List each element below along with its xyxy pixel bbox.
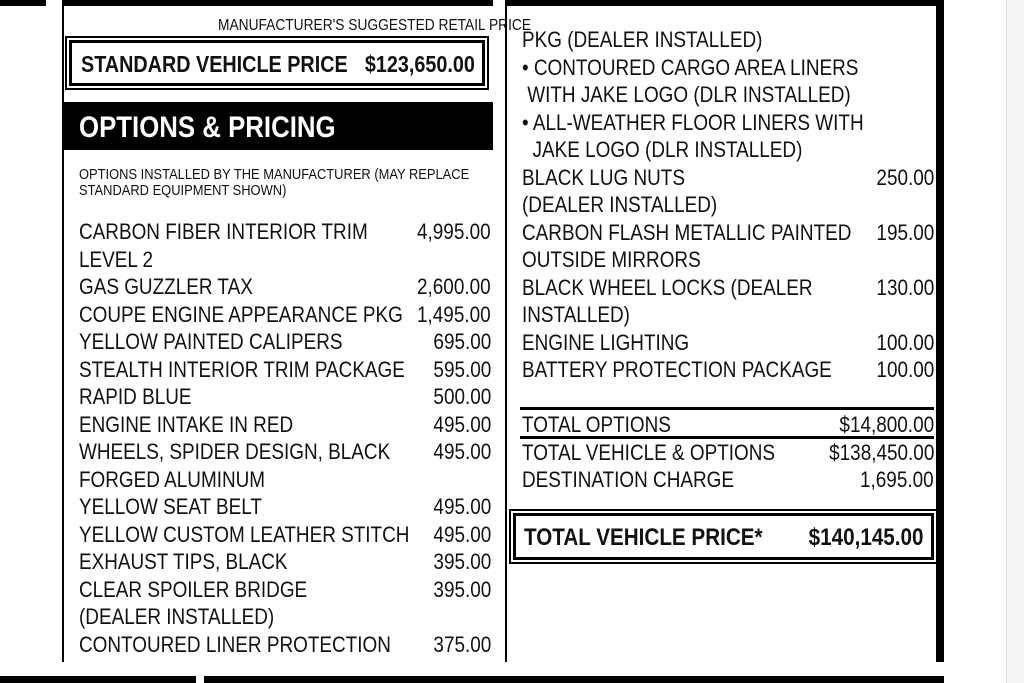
option-price: 4,995.00 <box>417 219 491 244</box>
option-price: 100.00 <box>876 357 934 382</box>
option-label: JAKE LOGO (DLR INSTALLED) <box>522 137 803 162</box>
destination-charge-label: DESTINATION CHARGE <box>522 467 735 492</box>
option-price: 195.00 <box>876 219 934 245</box>
option-label: • ALL-WEATHER FLOOR LINERS WITH <box>522 109 864 135</box>
frame-left-border <box>62 0 64 662</box>
option-label: BATTERY PROTECTION PACKAGE <box>522 357 832 382</box>
total-options-value: $14,800.00 <box>839 412 934 437</box>
option-label: WHEELS, SPIDER DESIGN, BLACK <box>79 439 391 464</box>
option-price: 695.00 <box>433 329 491 354</box>
option-label: (DEALER INSTALLED) <box>79 604 275 629</box>
column-divider <box>505 0 507 662</box>
option-price: 250.00 <box>876 164 934 190</box>
option-label: (DEALER INSTALLED) <box>522 192 718 217</box>
destination-charge-value: 1,695.00 <box>860 467 934 492</box>
option-label: CARBON FLASH METALLIC PAINTED <box>522 219 852 245</box>
option-price: 500.00 <box>433 384 491 409</box>
total-vehicle-price-label <box>524 524 801 552</box>
option-label: • CONTOURED CARGO AREA LINERS <box>522 54 859 80</box>
standard-vehicle-price-label-text: STANDARD VEHICLE PRICE <box>81 51 348 77</box>
options-note-line-1: OPTIONS INSTALLED BY THE MANUFACTURER (MAY REPLACE <box>79 166 470 183</box>
option-label: YELLOW CUSTOM LEATHER STITCH <box>79 521 410 547</box>
option-label: LEVEL 2 <box>79 246 153 272</box>
total-options-label: TOTAL OPTIONS <box>522 412 671 437</box>
frame-top-right <box>506 0 938 6</box>
option-price: 2,600.00 <box>417 274 491 299</box>
option-price: 495.00 <box>433 439 491 464</box>
option-label: FORGED ALUMINUM <box>79 466 266 492</box>
total-vehicle-price-value-text: $140,145.00 <box>808 524 923 551</box>
frame-right-border <box>936 0 944 662</box>
total-vehicle-price-box <box>513 513 934 560</box>
option-price: 375.00 <box>433 631 491 657</box>
option-price: 1,495.00 <box>417 301 491 327</box>
msrp-label-text: MANUFACTURER'S SUGGESTED RETAIL PRICE <box>218 17 532 34</box>
option-label: PKG (DEALER INSTALLED) <box>522 27 763 52</box>
option-label: YELLOW PAINTED CALIPERS <box>79 329 343 354</box>
total-vehicle-price-value <box>790 524 923 552</box>
total-vehicle-options-value: $138,450.00 <box>828 440 934 465</box>
standard-vehicle-price-label <box>81 51 391 78</box>
total-vehicle-options-label: TOTAL VEHICLE & OPTIONS <box>522 440 776 465</box>
option-label: ENGINE LIGHTING <box>522 329 690 355</box>
option-price: 100.00 <box>876 329 934 355</box>
standard-vehicle-price-value <box>347 51 475 78</box>
total-options-rule <box>520 407 934 410</box>
option-label: CARBON FIBER INTERIOR TRIM <box>79 219 368 244</box>
frame-top-left <box>63 0 493 6</box>
option-label: OUTSIDE MIRRORS <box>522 247 701 272</box>
total-vehicle-price-label-text: TOTAL VEHICLE PRICE* <box>524 524 763 551</box>
standard-vehicle-price-value-text: $123,650.00 <box>365 51 475 77</box>
options-pricing-title <box>79 111 377 145</box>
option-label: STEALTH INTERIOR TRIM PACKAGE <box>79 356 405 382</box>
option-label: RAPID BLUE <box>79 384 192 409</box>
options-pricing-title-text: OPTIONS & PRICING <box>79 111 336 144</box>
option-label: EXHAUST TIPS, BLACK <box>79 549 288 574</box>
frame-top-left-stub <box>0 0 46 6</box>
option-label: BLACK WHEEL LOCKS (DEALER <box>522 274 813 300</box>
frame-bottom-right <box>204 676 944 683</box>
options-pricing-header <box>63 102 493 150</box>
standard-vehicle-price-box <box>69 40 485 86</box>
options-installed-note <box>79 167 499 199</box>
option-label: WITH JAKE LOGO (DLR INSTALLED) <box>522 82 851 107</box>
option-label: ENGINE INTAKE IN RED <box>79 411 294 437</box>
scrollbar-track[interactable] <box>1006 0 1024 683</box>
option-label: COUPE ENGINE APPEARANCE PKG <box>79 301 403 327</box>
option-price: 595.00 <box>433 356 491 382</box>
option-price: 395.00 <box>433 549 491 574</box>
option-price: 495.00 <box>433 411 491 437</box>
option-price: 495.00 <box>433 494 491 519</box>
option-price: 395.00 <box>433 576 491 602</box>
frame-bottom-left <box>0 676 196 683</box>
options-note-line-2: STANDARD EQUIPMENT SHOWN) <box>79 182 287 199</box>
option-label: GAS GUZZLER TAX <box>79 274 253 299</box>
option-label: CLEAR SPOILER BRIDGE <box>79 576 308 602</box>
option-label: BLACK LUG NUTS <box>522 164 685 190</box>
option-label: INSTALLED) <box>522 302 630 327</box>
option-label: CONTOURED LINER PROTECTION <box>79 631 391 657</box>
option-price: 495.00 <box>433 521 491 547</box>
option-price: 130.00 <box>876 274 934 300</box>
option-label: YELLOW SEAT BELT <box>79 494 262 519</box>
